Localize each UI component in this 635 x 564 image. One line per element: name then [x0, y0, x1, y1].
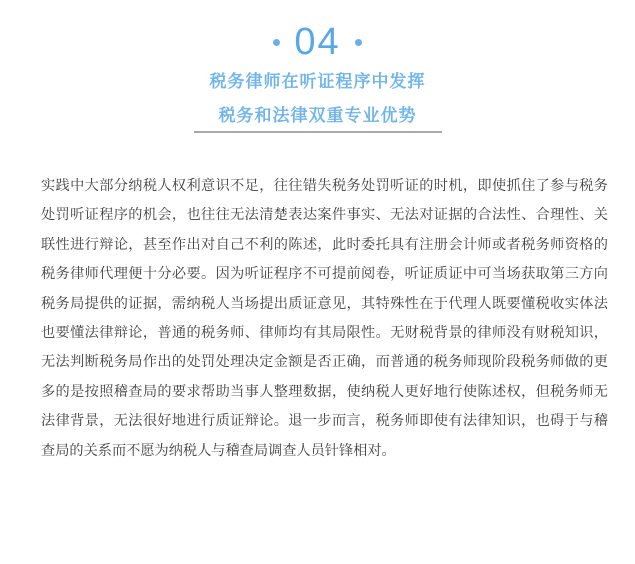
section-title-line-1: 税务律师在听证程序中发挥	[209, 72, 426, 92]
left-dot-icon	[273, 39, 280, 46]
right-dot-icon	[355, 39, 362, 46]
section-header	[0, 0, 635, 150]
section-title-line-2: 税务和法律双重专业优势	[218, 106, 417, 126]
body-paragraph: 实践中大部分纳税人权利意识不足，往往错失税务处罚听证的时机，即使抓住了参与税务处罚听证程序的机会，也往往无法清楚表达案件事实、无法对证据的合法性、合理性、关联性进行辩论，甚至作出对自己不利的陈述，此时委托具有注册会计师或者税务师资格的税务律师代理便十分必要。因为听证程序不可提前阅卷，听证质证中可当场获取第三方向税务局提供的证据，需纳税人当场提出质证意见，其特殊性在于代理人既要懂税收实体法也要懂法律辩论，普通的税务师、律师均有其局限性。无财税背景的律师没有财税知识，无法判断税务局作出的处罚处理决定金额是否正确，而普通的税务师现阶段税务师做的更多的是按照稽查局的要求帮助当事人整理数据，使纳税人更好地行使陈述权，但税务师无法律背景，无法很好地进行质证辩论。退一步而言，税务师即使有法律知识，也碍于与稽查局的关系而不愿为纳税人与稽查局调查人员针锋相对。	[41, 178, 608, 459]
title-underline	[194, 131, 442, 133]
section-number: 04	[294, 21, 341, 63]
section-number-row	[0, 20, 635, 64]
